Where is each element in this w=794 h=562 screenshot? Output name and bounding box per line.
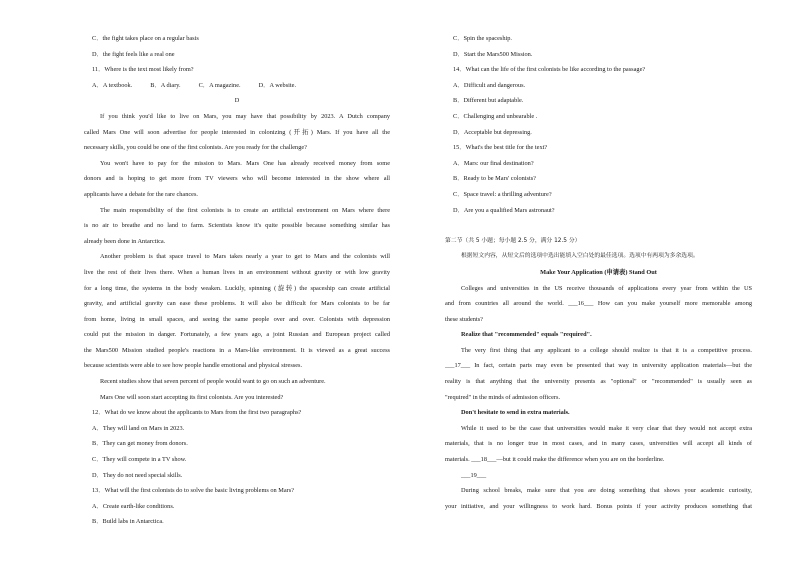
passage-line: your initiative, and your willingness to work hard. Bonus points if your activity produces something that <box>445 502 752 510</box>
passage-line: these students? <box>445 315 483 323</box>
q12-option-c: C．They will compete in a TV show. <box>92 456 187 464</box>
q14-option-c: C．Challenging and unbearable . <box>453 112 538 120</box>
question-15: 15．What's the best title for the text? <box>453 144 548 152</box>
passage-d-line: Recent studies show that seven percent of people would want to go on such an adventure. <box>100 378 326 386</box>
passage-d-line: is no air to breathe and no land to farm. Scientists know it's quite possible because something similar has <box>84 222 390 230</box>
q10-option-d: D．the fight feels like a real one <box>92 50 175 58</box>
blank-line <box>445 218 752 234</box>
passage-subheading: Don't hesitate to send in extra materials. <box>461 409 570 417</box>
passage-line: Colleges and universities in the US receive thousands of applications every year from within the US <box>461 284 752 292</box>
question-13: 13．What will the first colonists do to solve the basic living problems on Mars? <box>92 487 294 495</box>
passage-line: materials, that is no longer true in most cases, and in many cases, universities will accept all kinds of <box>445 440 752 448</box>
passage-d-line: already been done in Antarctica. <box>84 237 166 245</box>
q13-option-d: D．Start the Mars500 Mission. <box>453 50 533 58</box>
q15-option-b: B．Ready to be Mars' colonists? <box>453 175 536 183</box>
passage-d-line: necessary skills, you could be one of the first colonists. Are you ready for the challenge? <box>84 144 307 152</box>
q11-option-a: A．A textbook. <box>92 81 133 89</box>
right-column <box>445 31 752 514</box>
passage-d-line: from home, living in small spaces, and seeing the same people over and over. Colonists with depression <box>84 315 390 323</box>
q15-option-d: D．Are you a qualified Mars astronaut? <box>453 206 555 214</box>
q12-option-a: A．They will land on Mars in 2023. <box>92 424 185 432</box>
q15-option-a: A．Mars: our final destination? <box>453 159 534 167</box>
q11-option-d: D．A website. <box>258 81 297 89</box>
passage-d-line: Mars One will soon start accepting its first colonists. Are you interested? <box>100 393 284 401</box>
passage-d-line: the Mars500 Mission studied people's reactions in a Mars-like environment. It is viewed as a great success <box>84 346 390 354</box>
q11-option-b: B．A diary. <box>150 81 181 89</box>
passage-d-line: could put the mission in danger. Fortunately, a few years ago, a joint Russian and European project called <box>84 331 390 339</box>
section-2-heading: 第二节（共 5 小题；每小题 2.5 分，满分 12.5 分） <box>445 237 581 244</box>
q11-option-c: C．A magazine. <box>198 81 241 89</box>
question-12: 12．What do we know about the applicants to Mars from the first two paragraphs? <box>92 409 302 417</box>
section-2-instructions: 根据短文内容，从短文后的选项中选出能填入空白处的最佳选项。选项中有两项为多余选项。 <box>461 253 699 260</box>
passage-line: materials. ___18___—but it could make the difference when you are on the borderline. <box>445 456 665 464</box>
q14-option-d: D．Acceptable but depressing. <box>453 128 532 136</box>
passage-line: The very first thing that any applicant to a college should realize is that it is a competitive process. <box>461 346 752 354</box>
q12-option-d: D．They do not need special skills. <box>92 471 183 479</box>
passage-line: reality is that anything that the university presents as "optional" or "recommended" is usually seen as <box>445 378 752 386</box>
passage-d-line: If you think you'd like to live on Mars, you may have that possibility by 2023. A Dutch company <box>100 112 390 120</box>
q15-option-c: C．Space travel: a thrilling adventure? <box>453 190 552 198</box>
q13-option-b: B．Build labs in Antarctica. <box>92 518 164 526</box>
passage-d-line: live the rest of their lives there. When a human lives in an environment without gravity or with low gravity <box>84 268 390 276</box>
section-d-heading: D <box>234 97 240 105</box>
passage-d-line: called Mars One will soon advertise for people interested in colonizing (开拓) Mars. If you have all the <box>84 128 390 136</box>
passage-d-line: donors and is hoping to get more from TV viewers who will become interested in the show where all <box>84 175 390 183</box>
q14-option-a: A．Difficult and dangerous. <box>453 81 526 89</box>
passage-line: ___17___ In fact, certain parts may even be presented that way in university application materials—but the <box>445 362 752 370</box>
question-14: 14．What can the life of the first colonists be like according to the passage? <box>453 66 646 74</box>
passage-d-line: You won't have to pay for the mission to Mars. Mars One has already received money from some <box>100 159 390 167</box>
passage-line: During school breaks, make sure that you are doing something that shows your academic curiosity, <box>461 487 752 495</box>
blank-19: ___19___ <box>461 471 487 479</box>
left-column <box>84 31 390 530</box>
passage-d-line: for a long time, the systems in the body weaken. Luckily, spinning (旋转) the spaceship can create artificial <box>84 284 390 292</box>
q10-option-c: C．the fight takes place on a regular basis <box>92 35 199 42</box>
passage-line: While it used to be the case that universities would make it very clear that they would not accept extra <box>461 424 752 432</box>
passage-subheading: Realize that "recommended" equals "required". <box>461 331 592 339</box>
passage-d-line: The main responsibility of the first colonists is to create an artificial environment on Mars where there <box>100 206 390 214</box>
passage-d-line: because scientists were able to see how people handle emotional and physical stresses. <box>84 362 303 370</box>
passage-line: "required" in the minds of admission officers. <box>445 393 561 401</box>
passage-title: Make Your Application (申请表) Stand Out <box>540 268 657 276</box>
passage-d-line: gravity, and artificial gravity can ease these problems. It will also be difficult for Mars colonists to be far <box>84 300 390 308</box>
passage-d-line: applicants have a debate for the rare chances. <box>84 190 198 198</box>
question-11-options <box>84 78 390 94</box>
passage-d-line: Another problem is that space travel to Mars takes nearly a year to get to Mars and the colonists will <box>100 253 390 261</box>
passage-line: and from countries all around the world. ___16___ How can you make yourself more memorable among <box>445 300 752 308</box>
q12-option-b: B．They can get money from donors. <box>92 440 188 448</box>
q14-option-b: B．Different but adaptable. <box>453 97 524 105</box>
question-11: 11．Where is the text most likely from? <box>92 66 194 74</box>
q13-option-a: A．Create earth-like conditions. <box>92 502 175 510</box>
q13-option-c: C．Spin the spaceship. <box>453 35 512 42</box>
